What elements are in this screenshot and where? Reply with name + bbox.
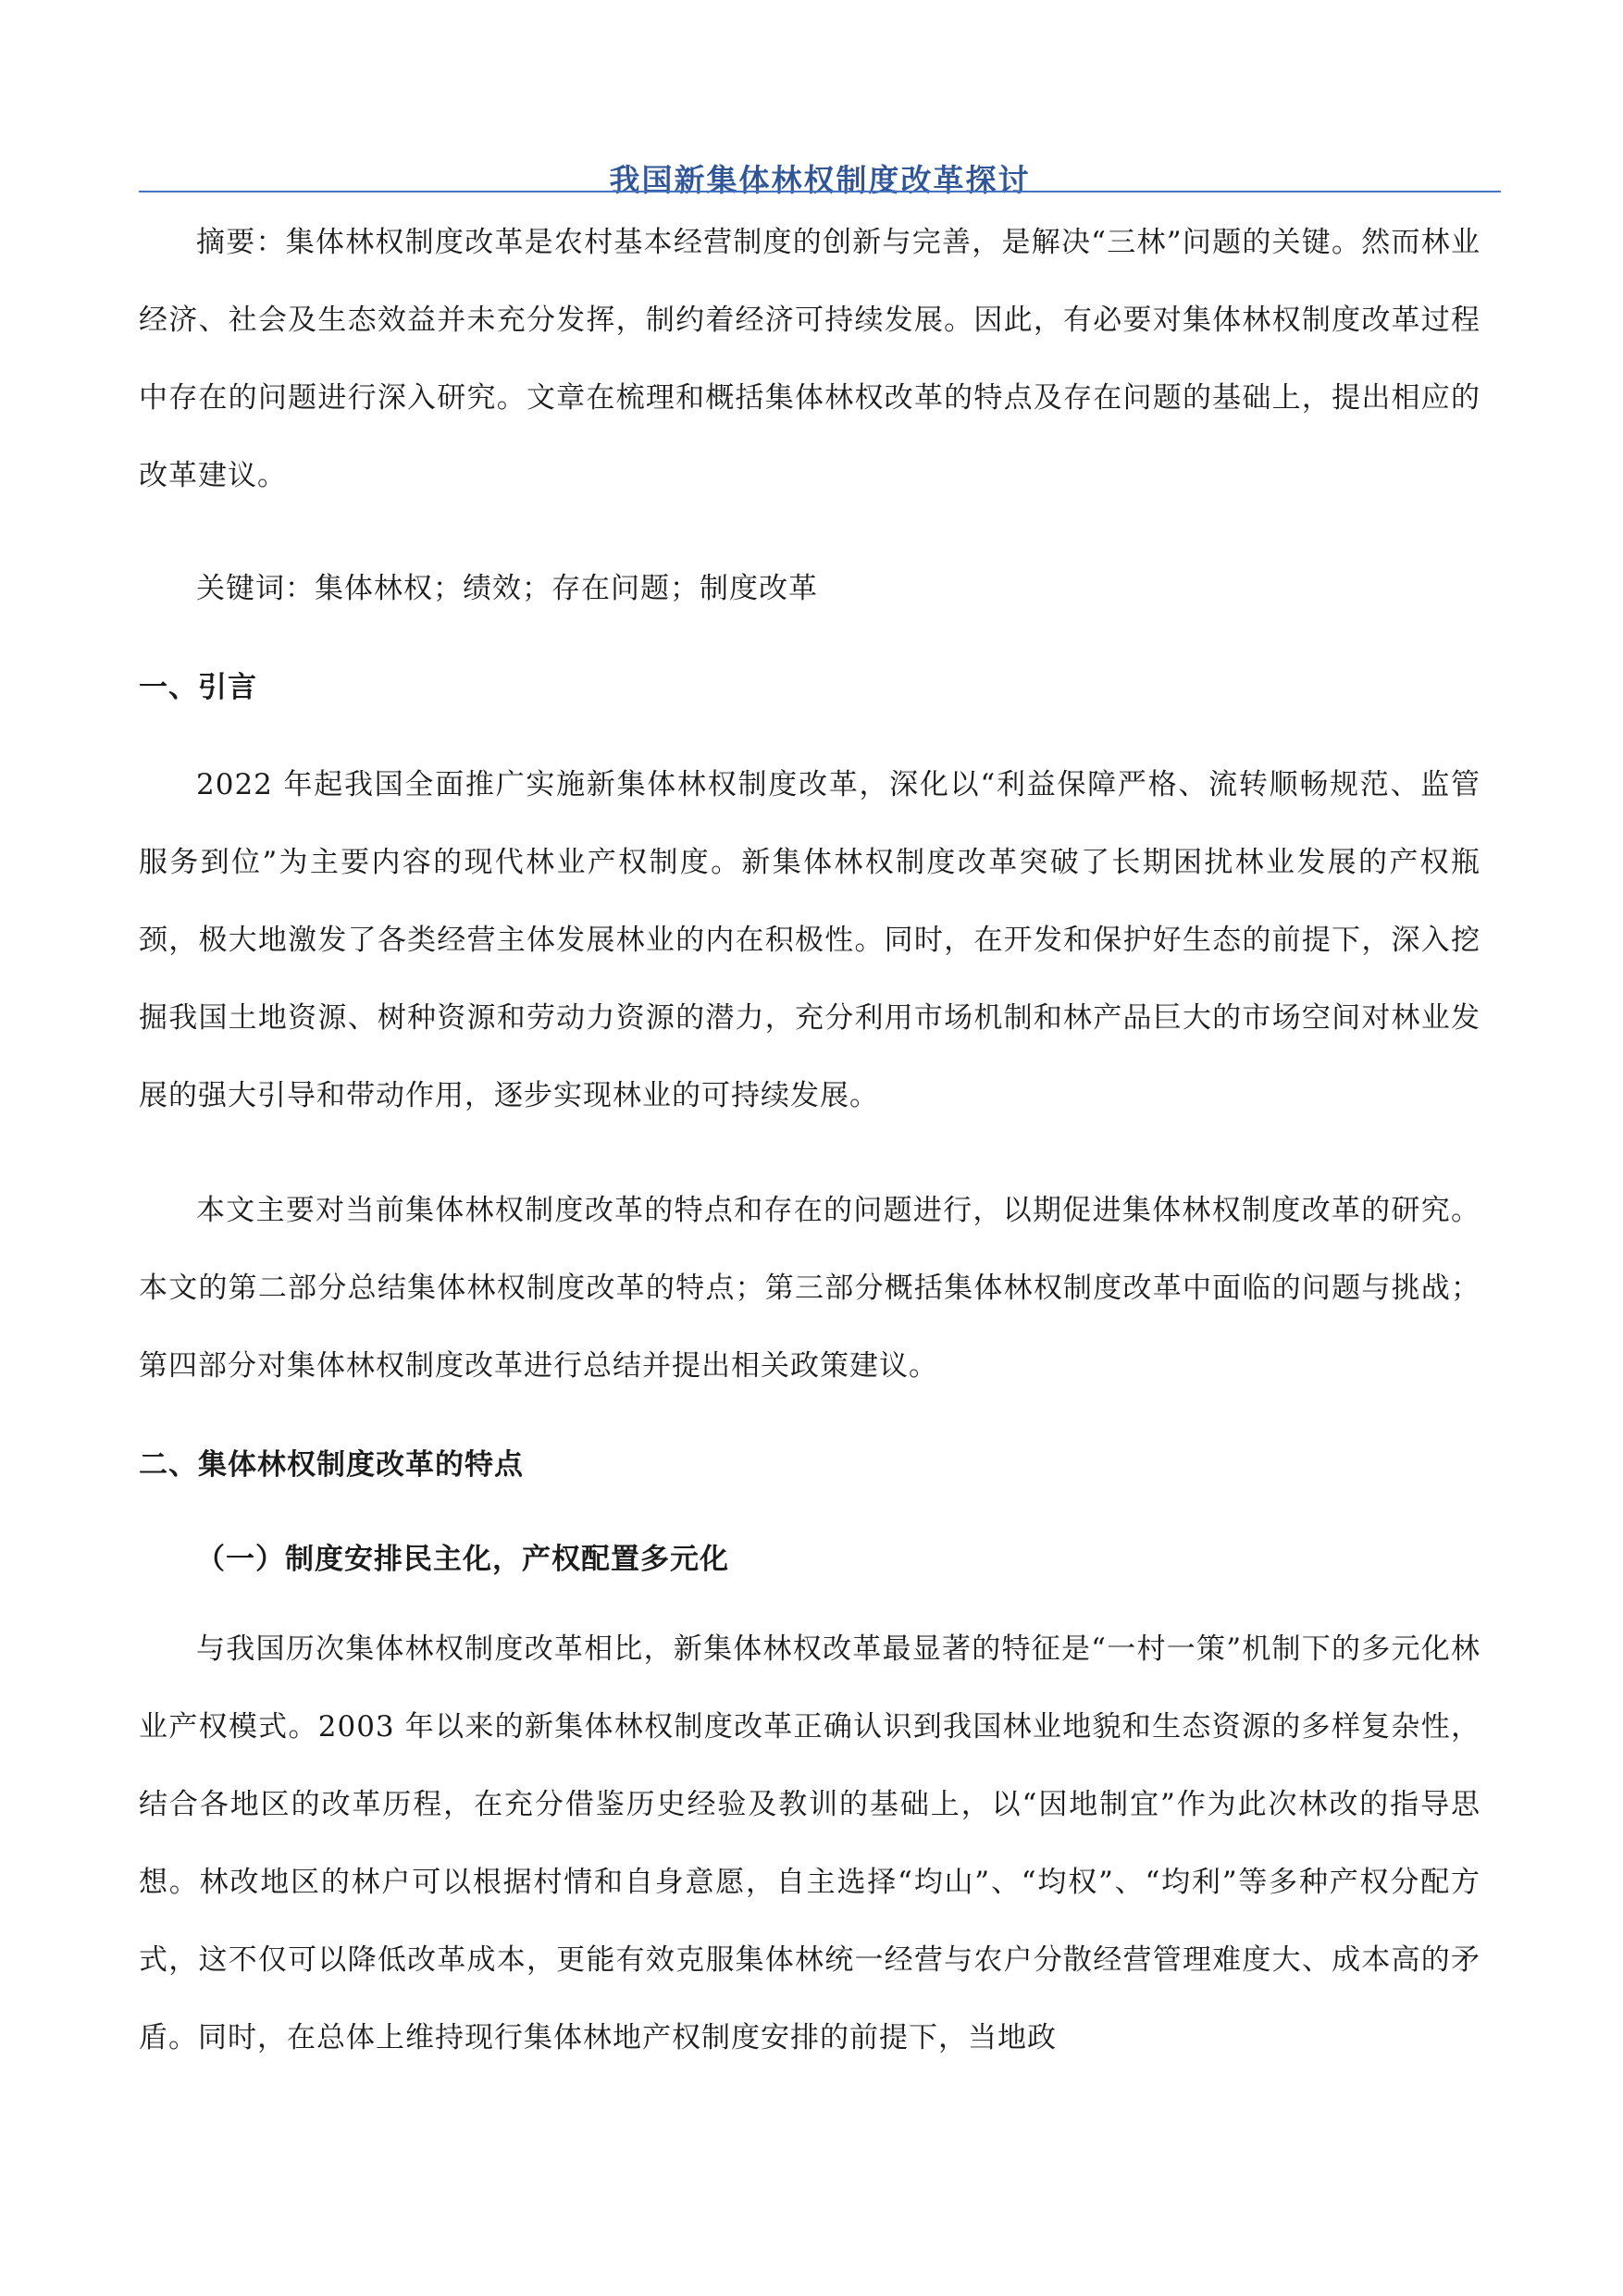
keywords-paragraph: 关键词：集体林权；绩效；存在问题；制度改革 [196, 572, 818, 605]
abstract-paragraph: 摘要：集体林权制度改革是农村基本经营制度的创新与完善，是解决“三林”问题的关键。然而林业经济、社会及生态效益并未充分发挥，制约着经济可持续发展。因此，有必要对集体林权制度改革过程中存在的问题进行深入研究。文章在梳理和概括集体林权改革的特点及存在问题的基础上，提出相应的改革建议。 [139, 226, 1481, 492]
title-underline [139, 191, 1501, 192]
section-heading-features: 二、集体林权制度改革的特点 [139, 1448, 524, 1482]
section-heading-introduction: 一、引言 [139, 671, 257, 704]
subsection-heading-1: （一）制度安排民主化，产权配置多元化 [196, 1543, 729, 1576]
introduction-paragraph-1: 2022 年起我国全面推广实施新集体林权制度改革，深化以“利益保障严格、流转顺畅规范、监管服务到位”为主要内容的现代林业产权制度。新集体林权制度改革突破了长期困扰林业发展的产权瓶颈，极大地激发了各类经营主体发展林业的内在积极性。同时，在开发和保护好生态的前提下，深入挖掘我国土地资源、树种资源和劳动力资源的潜力，充分利用市场机制和林产品巨大的市场空间对林业发展的强大引导和带动作用，逐步实现林业的可持续发展。 [139, 768, 1481, 1112]
document-title: 我国新集体林权制度改革探讨 [609, 162, 1031, 199]
introduction-paragraph-2: 本文主要对当前集体林权制度改革的特点和存在的问题进行，以期促进集体林权制度改革的研究。本文的第二部分总结集体林权制度改革的特点；第三部分概括集体林权制度改革中面临的问题与挑战；第四部分对集体林权制度改革进行总结并提出相关政策建议。 [139, 1194, 1481, 1383]
features-paragraph-1: 与我国历次集体林权制度改革相比，新集体林权改革最显著的特征是“一村一策”机制下的多元化林业产权模式。2003 年以来的新集体林权制度改革正确认识到我国林业地貌和生态资源的多样复杂性，结合各地区的改革历程，在充分借鉴历史经验及教训的基础上，以“因地制宜”作为此次林改的指导思想。林改地区的林户可以根据村情和自身意愿，自主选择“均山”、“均权”、“均利”等多种产权分配方式，这不仅可以降低改革成本，更能有效克服集体林统一经营与农户分散经营管理难度大、成本高的矛盾。同时，在总体上维持现行集体林地产权制度安排的前提下，当地政 [139, 1632, 1481, 2054]
